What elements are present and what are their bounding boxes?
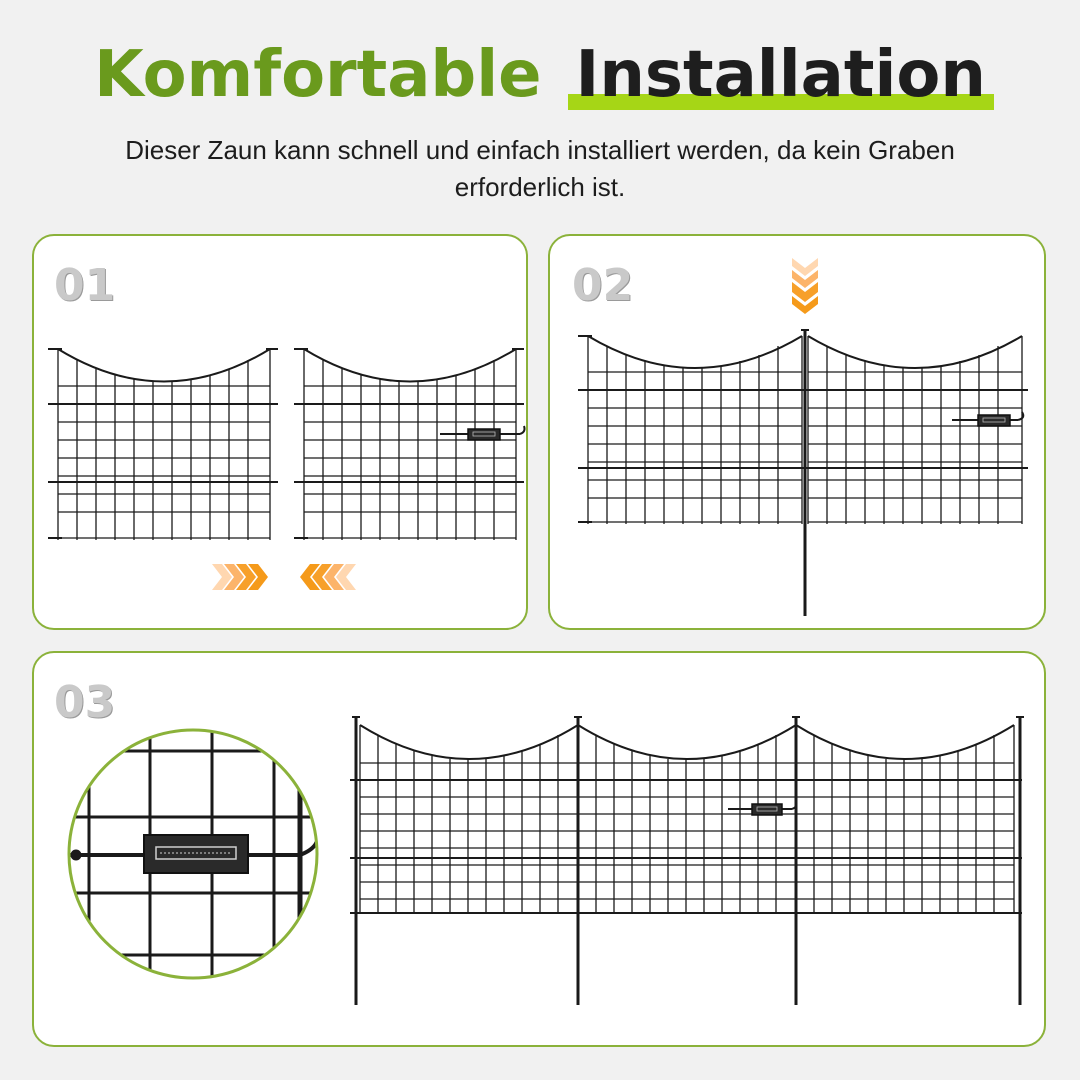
fence-joined (568, 324, 1038, 624)
connector-clip (952, 412, 1023, 426)
arrows-right-icon (212, 562, 272, 592)
connector-clip (728, 801, 797, 815)
title-part-1: Komfortable (94, 38, 542, 112)
step-panel-1 (32, 234, 528, 630)
step-number-2: 02 (572, 260, 634, 311)
fence-assembled (346, 713, 1036, 1013)
step-number-3: 03 (54, 677, 116, 728)
fence-panel-3 (796, 725, 1014, 913)
fence-panel-right (290, 344, 530, 544)
description: Dieser Zaun kann schnell und einfach installiert werden, da kein Graben erforderlich ist. (125, 135, 955, 202)
connector-clip (440, 426, 525, 440)
fence-panel-1 (360, 725, 578, 913)
fence-stakes (352, 717, 1024, 1005)
step-number-1: 01 (54, 260, 116, 311)
fence-panel-b (808, 336, 1023, 524)
fence-panel-2 (578, 725, 797, 913)
step-panel-3 (32, 651, 1046, 1047)
arrows-down-icon (790, 258, 820, 316)
page-title (0, 38, 1080, 112)
fence-panel-left (44, 344, 284, 544)
step-panel-2 (548, 234, 1046, 630)
title-part-2: Installation (576, 38, 986, 112)
fence-panel-a (588, 336, 802, 524)
connector-zoom-circle (64, 725, 322, 983)
arrows-left-icon (300, 562, 360, 592)
